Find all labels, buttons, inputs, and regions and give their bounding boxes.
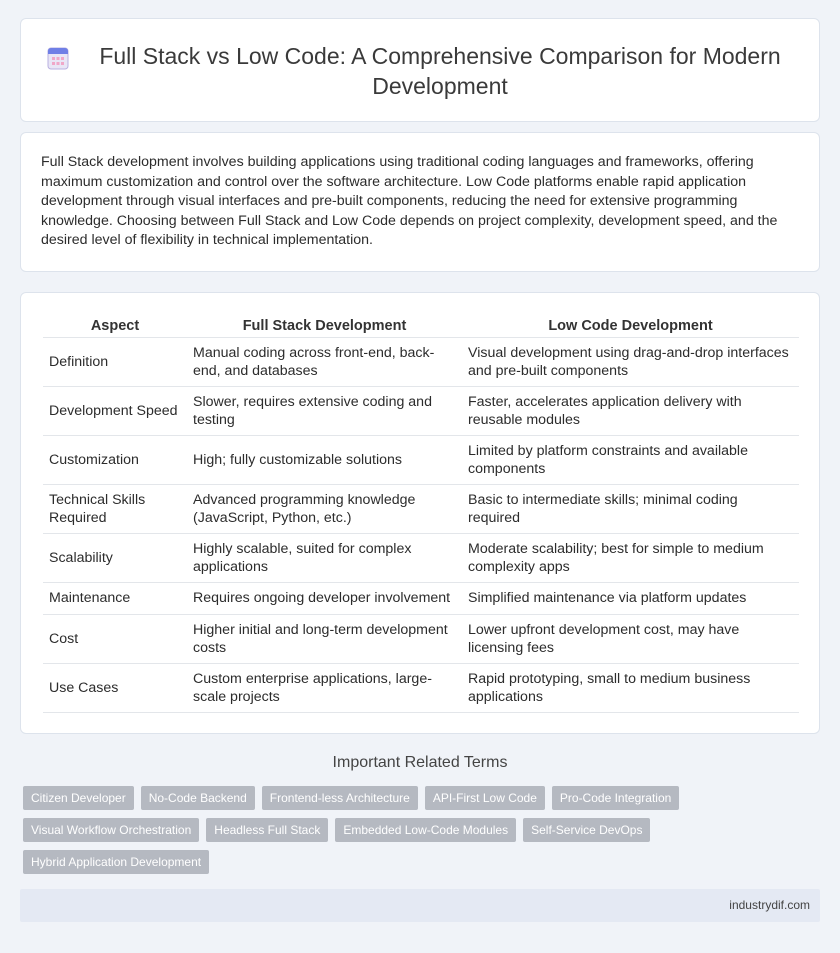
table-row	[43, 386, 799, 435]
table-cell: High; fully customizable solutions	[187, 435, 462, 484]
comparison-table	[43, 313, 799, 713]
table-cell: Technical Skills Required	[43, 484, 187, 533]
term-tag[interactable]: Hybrid Application Development	[23, 850, 209, 874]
table-cell: Simplified maintenance via platform updates	[462, 582, 799, 614]
table-cell: Use Cases	[43, 663, 187, 712]
term-tag[interactable]: Embedded Low-Code Modules	[335, 818, 516, 842]
footer	[20, 889, 820, 922]
comparison-card	[20, 292, 820, 734]
table-cell: Moderate scalability; best for simple to medium complexity apps	[462, 533, 799, 582]
table-cell: Maintenance	[43, 582, 187, 614]
table-cell: Higher initial and long-term development costs	[187, 614, 462, 663]
table-cell: Slower, requires extensive coding and testing	[187, 386, 462, 435]
table-header-row	[43, 313, 799, 337]
table-row	[43, 484, 799, 533]
intro-card	[20, 132, 820, 272]
term-tag[interactable]: Visual Workflow Orchestration	[23, 818, 199, 842]
table-cell: Lower upfront development cost, may have licensing fees	[462, 614, 799, 663]
term-tag[interactable]: API-First Low Code	[425, 786, 545, 810]
table-cell: Development Speed	[43, 386, 187, 435]
table-cell: Custom enterprise applications, large-scale projects	[187, 663, 462, 712]
table-cell: Basic to intermediate skills; minimal coding required	[462, 484, 799, 533]
related-terms-heading: Important Related Terms	[332, 754, 508, 771]
term-tag[interactable]: Frontend-less Architecture	[262, 786, 418, 810]
table-cell: Rapid prototyping, small to medium business applications	[462, 663, 799, 712]
term-tag[interactable]: Headless Full Stack	[206, 818, 328, 842]
table-cell: Visual development using drag-and-drop interfaces and pre-built components	[462, 337, 799, 386]
table-cell: Requires ongoing developer involvement	[187, 582, 462, 614]
related-terms-list	[23, 786, 813, 874]
table-cell: Highly scalable, suited for complex applications	[187, 533, 462, 582]
table-row	[43, 533, 799, 582]
title-card	[20, 18, 820, 122]
footer-site-link[interactable]: industrydif.com	[729, 898, 810, 912]
term-tag[interactable]: No-Code Backend	[141, 786, 255, 810]
header-full-stack: Full Stack Development	[187, 313, 462, 337]
header-low-code: Low Code Development	[462, 313, 799, 337]
term-tag[interactable]: Pro-Code Integration	[552, 786, 679, 810]
table-cell: Manual coding across front-end, back-end, and databases	[187, 337, 462, 386]
header-aspect: Aspect	[43, 313, 187, 337]
table-cell: Advanced programming knowledge (JavaScript, Python, etc.)	[187, 484, 462, 533]
table-row	[43, 337, 799, 386]
table-row	[43, 582, 799, 614]
table-cell: Cost	[43, 614, 187, 663]
table-row	[43, 435, 799, 484]
term-tag[interactable]: Self-Service DevOps	[523, 818, 650, 842]
table-cell: Limited by platform constraints and available components	[462, 435, 799, 484]
table-cell: Faster, accelerates application delivery with reusable modules	[462, 386, 799, 435]
table-row	[43, 614, 799, 663]
term-tag[interactable]: Citizen Developer	[23, 786, 134, 810]
table-row	[43, 663, 799, 712]
intro-paragraph: Full Stack development involves building applications using traditional coding languages and frameworks, offering maximum customization and control over the software architecture. Low Code platforms enable rapid application development through visual interfaces and pre-built components, reducing the need for extensive programming knowledge. Choosing between Full Stack and Low Code depends on project complexity, development speed, and the desired level of flexibility in technical implementation.	[41, 154, 778, 249]
table-cell: Customization	[43, 435, 187, 484]
table-cell: Scalability	[43, 533, 187, 582]
page-title: Full Stack vs Low Code: A Comprehensive Comparison for Modern Development	[99, 43, 781, 99]
table-cell: Definition	[43, 337, 187, 386]
